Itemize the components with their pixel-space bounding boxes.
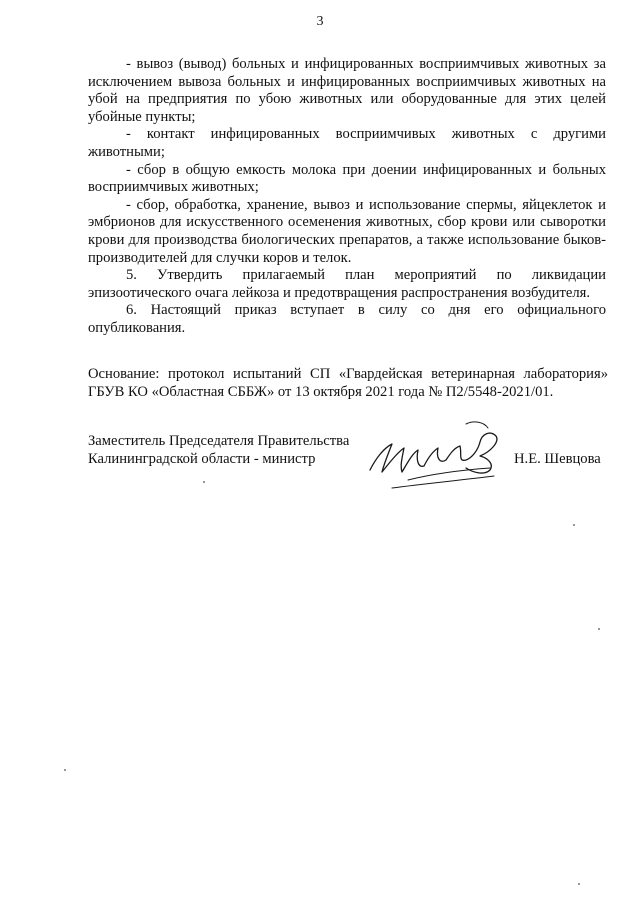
paragraph-2: - контакт инфицированных восприимчивых животных с другими животными; [88,126,606,160]
scan-speck [64,769,66,771]
signer-name: Н.Е. Шевцова [514,451,601,467]
basis-note: Основание: протокол испытаний СП «Гвардейская ветеринарная лаборатория» ГБУВ КО «Областная СББЖ» от 13 октября 2021 года № П2/5548-2021/01. [88,366,608,400]
paragraph-4: - сбор, обработка, хранение, вывоз и использование спермы, яйцеклеток и эмбрионов для искусственного осеменения животных, сбор крови или сыворотки крови для производства биологических препаратов, а также использование быков-производителей для случки коров и телок. [88,196,606,266]
document-body [88,56,606,338]
paragraph-6: 6. Настоящий приказ вступает в силу со дня его официального опубликования. [88,302,606,336]
scan-speck [203,481,205,483]
scan-speck [573,524,575,526]
paragraph-3: - сбор в общую емкость молока при доении инфицированных и больных восприимчивых животных; [88,161,606,196]
paragraph-1: - вывоз (вывод) больных и инфицированных восприимчивых животных за исключением вывоза больных и инфицированных восприимчивых животных на убой на предприятия по убою животных или оборудованные для этих целей убойные пункты; [88,56,606,125]
signer-title-line-2: Калининградской области - министр [88,450,316,467]
signer-title [88,433,388,468]
paragraph-5: 5. Утвердить прилагаемый план мероприятий по ликвидации эпизоотического очага лейкоза и предотвращения распространения возбудителя. [88,267,606,301]
scan-speck [598,628,600,630]
handwritten-signature [362,418,512,498]
scan-speck [578,883,580,885]
page-number: 3 [316,14,324,29]
signer-title-line-1: Заместитель Председателя Правительства [88,433,350,449]
